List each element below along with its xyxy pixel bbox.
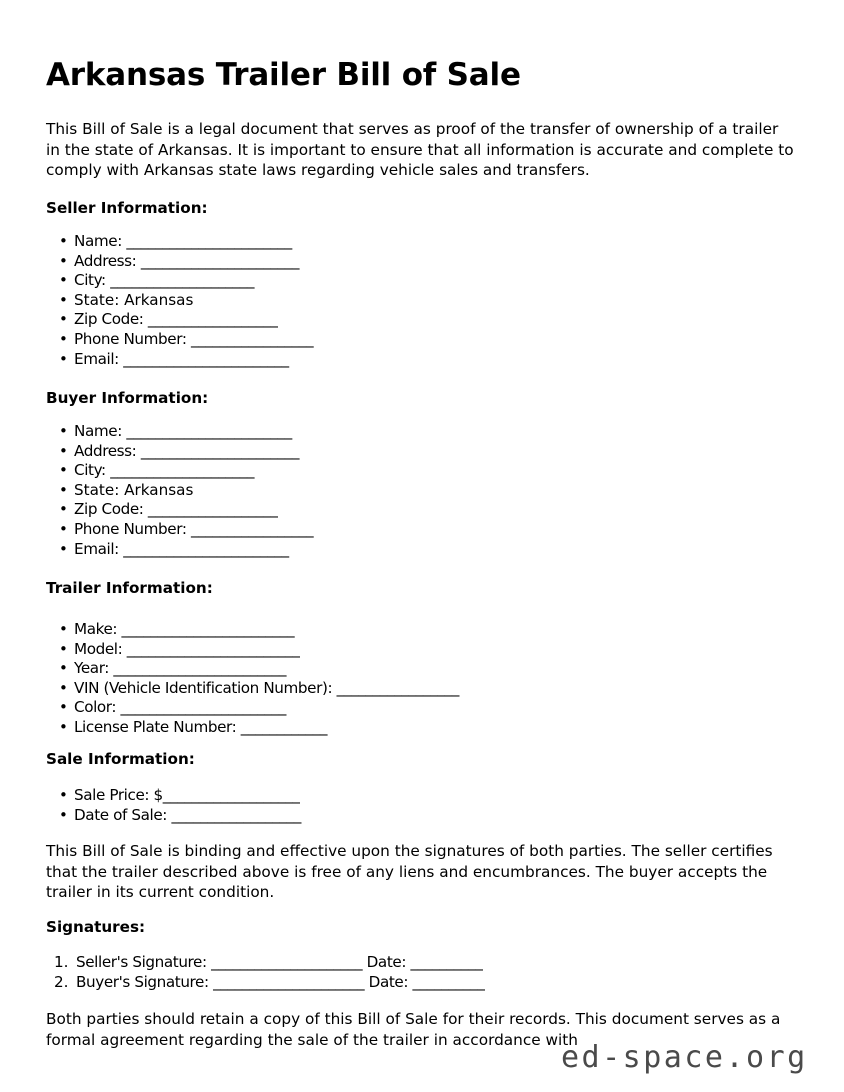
list-item[interactable] xyxy=(46,620,459,640)
trailer-field-license-plate: License Plate Number: ____________ xyxy=(74,717,328,736)
seller-field-address: Address: ______________________ xyxy=(74,251,300,270)
seller-field-name: Name: _______________________ xyxy=(74,232,292,250)
seller-signature-line: Seller's Signature: _____________________ Date: __________ xyxy=(76,953,483,971)
buyer-field-email: Email: _______________________ xyxy=(74,539,289,558)
seller-field-email: Email: _______________________ xyxy=(74,349,289,368)
seller-field-list xyxy=(46,232,313,369)
list-item[interactable] xyxy=(50,973,484,993)
trailer-section-heading-block xyxy=(46,578,213,598)
list-item[interactable] xyxy=(46,232,313,252)
buyer-field-list xyxy=(46,422,313,559)
buyer-field-address: Address: ______________________ xyxy=(74,441,300,460)
list-item[interactable] xyxy=(46,540,313,560)
trailer-field-color: Color: _______________________ xyxy=(74,698,286,717)
sale-field-list xyxy=(46,786,301,825)
seller-fields-block xyxy=(46,232,313,369)
list-item[interactable] xyxy=(46,520,313,540)
trailer-information-heading: Trailer Information: xyxy=(46,579,213,597)
sale-fields-block xyxy=(46,786,301,825)
buyer-signature-line: Buyer's Signature: _____________________ Date: __________ xyxy=(76,972,485,991)
buyer-field-phone: Phone Number: _________________ xyxy=(74,519,314,538)
trailer-field-vin: VIN (Vehicle Identification Number): _________________ xyxy=(74,678,459,697)
list-item xyxy=(46,291,313,311)
list-item[interactable] xyxy=(46,442,313,462)
list-item xyxy=(46,481,313,501)
intro-paragraph-block xyxy=(46,119,796,181)
intro-paragraph: This Bill of Sale is a legal document that serves as proof of the transfer of ownership of a trailer in the state of Arkansas. It is important to ensure that all information is accurate and complete to comply with Arkansas state laws regarding vehicle sales and transfers. xyxy=(46,120,794,179)
list-item[interactable] xyxy=(46,271,313,291)
buyer-fields-block xyxy=(46,422,313,559)
list-item[interactable] xyxy=(46,698,459,718)
list-item[interactable] xyxy=(46,786,301,806)
buyer-field-name: Name: _______________________ xyxy=(74,422,292,440)
sale-field-date: Date of Sale: __________________ xyxy=(74,805,301,824)
list-item[interactable] xyxy=(46,330,313,350)
list-item[interactable] xyxy=(46,806,301,826)
list-item[interactable] xyxy=(46,659,459,679)
signature-list xyxy=(50,953,484,992)
seller-field-city: City: ____________________ xyxy=(74,271,255,290)
list-item[interactable] xyxy=(46,310,313,330)
buyer-information-heading: Buyer Information: xyxy=(46,389,209,407)
buyer-field-state: State: Arkansas xyxy=(74,480,194,499)
seller-information-heading: Seller Information: xyxy=(46,199,208,217)
buyer-section-heading-block xyxy=(46,388,208,408)
list-item[interactable] xyxy=(46,422,313,442)
trailer-field-list xyxy=(46,620,459,738)
signatures-list-block xyxy=(50,953,484,992)
trailer-field-year: Year: ________________________ xyxy=(74,659,287,678)
list-item[interactable] xyxy=(46,640,459,660)
list-item[interactable] xyxy=(46,461,313,481)
trailer-field-model: Model: ________________________ xyxy=(74,639,300,658)
sale-information-heading: Sale Information: xyxy=(46,750,195,768)
list-item[interactable] xyxy=(46,679,459,699)
sale-field-price: Sale Price: $___________________ xyxy=(74,786,300,804)
list-item[interactable] xyxy=(46,718,459,738)
list-item[interactable] xyxy=(46,500,313,520)
binding-paragraph-block xyxy=(46,841,801,903)
binding-paragraph: This Bill of Sale is binding and effective upon the signatures of both parties. The seller certifies that the trailer described above is free of any liens and encumbrances. The buyer accepts the trailer in its current condition. xyxy=(46,842,773,901)
closing-paragraph: Both parties should retain a copy of this Bill of Sale for their records. This document serves as a formal agreement regarding the sale of the trailer in accordance with xyxy=(46,1010,781,1049)
buyer-field-zip: Zip Code: __________________ xyxy=(74,500,278,519)
seller-field-zip: Zip Code: __________________ xyxy=(74,310,278,329)
seller-section-heading-block xyxy=(46,198,208,218)
trailer-field-make: Make: ________________________ xyxy=(74,620,295,638)
list-item[interactable] xyxy=(46,252,313,272)
seller-field-state: State: Arkansas xyxy=(74,290,194,309)
buyer-field-city: City: ____________________ xyxy=(74,461,255,480)
page-title: Arkansas Trailer Bill of Sale xyxy=(46,57,521,93)
signatures-heading: Signatures: xyxy=(46,918,146,936)
signatures-section-heading-block xyxy=(46,917,145,937)
sale-section-heading-block xyxy=(46,749,195,769)
seller-field-phone: Phone Number: _________________ xyxy=(74,329,314,348)
trailer-fields-block xyxy=(46,620,459,738)
site-watermark: ed-space.org xyxy=(561,1040,808,1075)
list-item[interactable] xyxy=(50,953,484,973)
list-item[interactable] xyxy=(46,350,313,370)
